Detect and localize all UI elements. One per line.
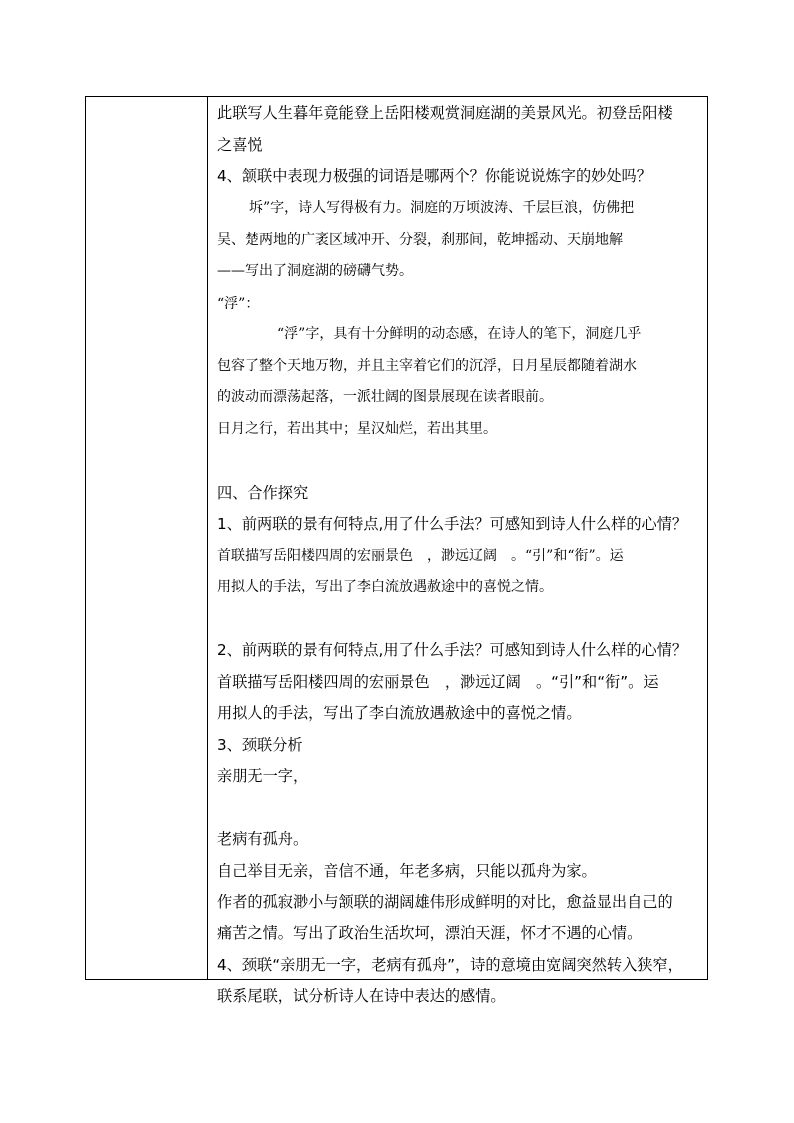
text-line: “浮”： [217,296,260,312]
text-line: 吴、楚两地的广袤区域冲开、分裂，刹那间，乾坤摇动、天崩地解 [217,232,623,248]
question-line: 4、颔联中表现力极强的词语是哪两个？你能说说炼字的妙处吗？ [217,167,652,185]
text-line: 包容了整个天地万物，并且主宰着它们的沉浮，日月星辰都随着湖水 [217,358,637,374]
text-line: 坼”字，诗人写得极有力。洞庭的万顷波涛、千层巨浪，仿佛把 [249,200,635,216]
column-divider [207,97,208,979]
question-line: 1、前两联的景有何特点,用了什么手法？可感知到诗人什么样的心情？ [217,515,688,533]
question-line: 3、颈联分析 [217,736,303,754]
text-line: 联系尾联，试分析诗人在诗中表达的感情。 [217,987,506,1005]
text-line: 的波动而漂荡起落，一派壮阔的图景展现在读者眼前。 [217,389,553,405]
text-line: ——写出了洞庭湖的磅礴气势。 [217,263,413,279]
text-line: 日月之行，若出其中；星汉灿烂，若出其里。 [217,421,497,437]
text-line: 痛苦之情。写出了政治生活坎坷，漂泊天涯，怀才不遇的心情。 [217,924,643,942]
text-line: 自己举目无亲，音信不通，年老多病，只能以孤舟为家。 [217,862,597,880]
document-table [85,96,708,1005]
text-line: 之喜悦 [217,136,263,154]
text-line: 首联描写岳阳楼四周的宏丽景色 ，渺远辽阔 。“引”和“衔”。运 [217,548,624,564]
text-line: 作者的孤寂渺小与颔联的湖阔雄伟形成鲜明的对比，愈益显出自己的 [217,893,673,911]
section-heading: 四、合作探究 [217,484,309,502]
text-line: 此联写人生暮年竟能登上岳阳楼观赏洞庭湖的美景风光。初登岳阳楼 [217,104,673,122]
text-line: 亲朋无一字， [217,767,309,785]
question-line: 2、前两联的景有何特点,用了什么手法？可感知到诗人什么样的心情？ [217,641,688,659]
text-line: 用拟人的手法，写出了李白流放遇赦途中的喜悦之情。 [217,704,582,722]
text-line: 用拟人的手法，写出了李白流放遇赦途中的喜悦之情。 [217,579,553,595]
text-line: 老病有孤舟。 [217,830,309,848]
text-line: 首联描写岳阳楼四周的宏丽景色 ，渺远辽阔 。“引”和“衔”。运 [217,673,659,691]
question-line: 4、颈联“亲朋无一字，老病有孤舟”，诗的意境由宽阔突然转入狭窄， [217,956,683,974]
text-line: “浮”字，具有十分鲜明的动态感，在诗人的笔下，洞庭几乎 [277,326,642,342]
